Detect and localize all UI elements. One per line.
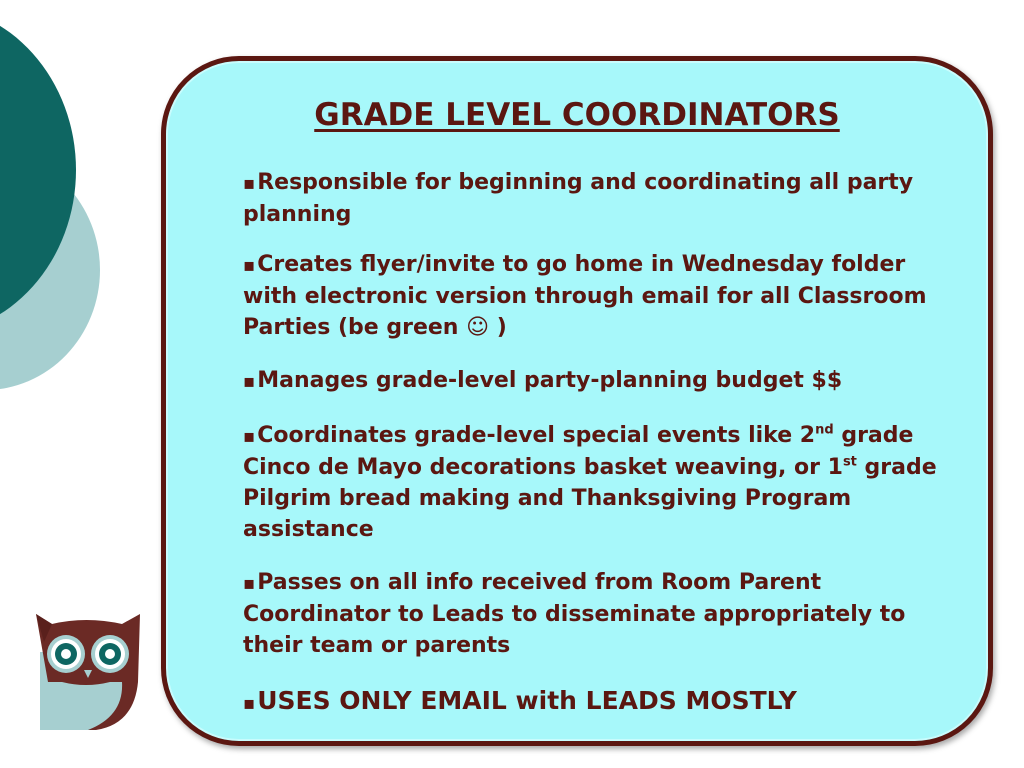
bullet-marker: ▪ [243,371,256,392]
bullet-text: Creates flyer/invite to go home in Wednesday folder with electronic version through email for all Classroom Parties (be green ☺ ) [243,252,927,340]
ordinal-suffix: st [842,454,857,470]
bullet-passes-info [243,567,943,661]
bullet-email-leads [243,685,943,719]
slide-title: GRADE LEVEL COORDINATORS [314,97,840,133]
bullet-text-part: Coordinates grade-level special events like 2 [257,423,816,448]
bullet-text: Responsible for beginning and coordinating all party planning [243,170,914,227]
owl-icon [34,612,144,738]
bullet-budget [243,365,943,397]
ordinal-suffix: nd [815,422,834,438]
bullet-text: Manages grade-level party-planning budget $$ [257,368,843,393]
content-panel [161,56,993,746]
bullet-text-part: grade Pilgrim bread making and Thanksgiving Program assistance [243,455,937,542]
bullet-marker: ▪ [243,173,256,194]
bullet-marker: ▪ [243,255,256,276]
bullet-marker: ▪ [243,426,256,447]
bullet-marker: ▪ [243,573,256,594]
bullet-marker: ▪ [243,693,256,714]
bullet-text: USES ONLY EMAIL with LEADS MOSTLY [257,686,797,715]
bullet-flyer-invite [243,249,943,343]
bullet-special-events [243,420,943,545]
bullet-text-part: grade Cinco de Mayo decorations basket weaving, or 1 [243,423,914,480]
bullet-party-planning [243,167,943,230]
bullet-text: Passes on all info received from Room Parent Coordinator to Leads to disseminate appropriately to their team or parents [243,570,906,658]
